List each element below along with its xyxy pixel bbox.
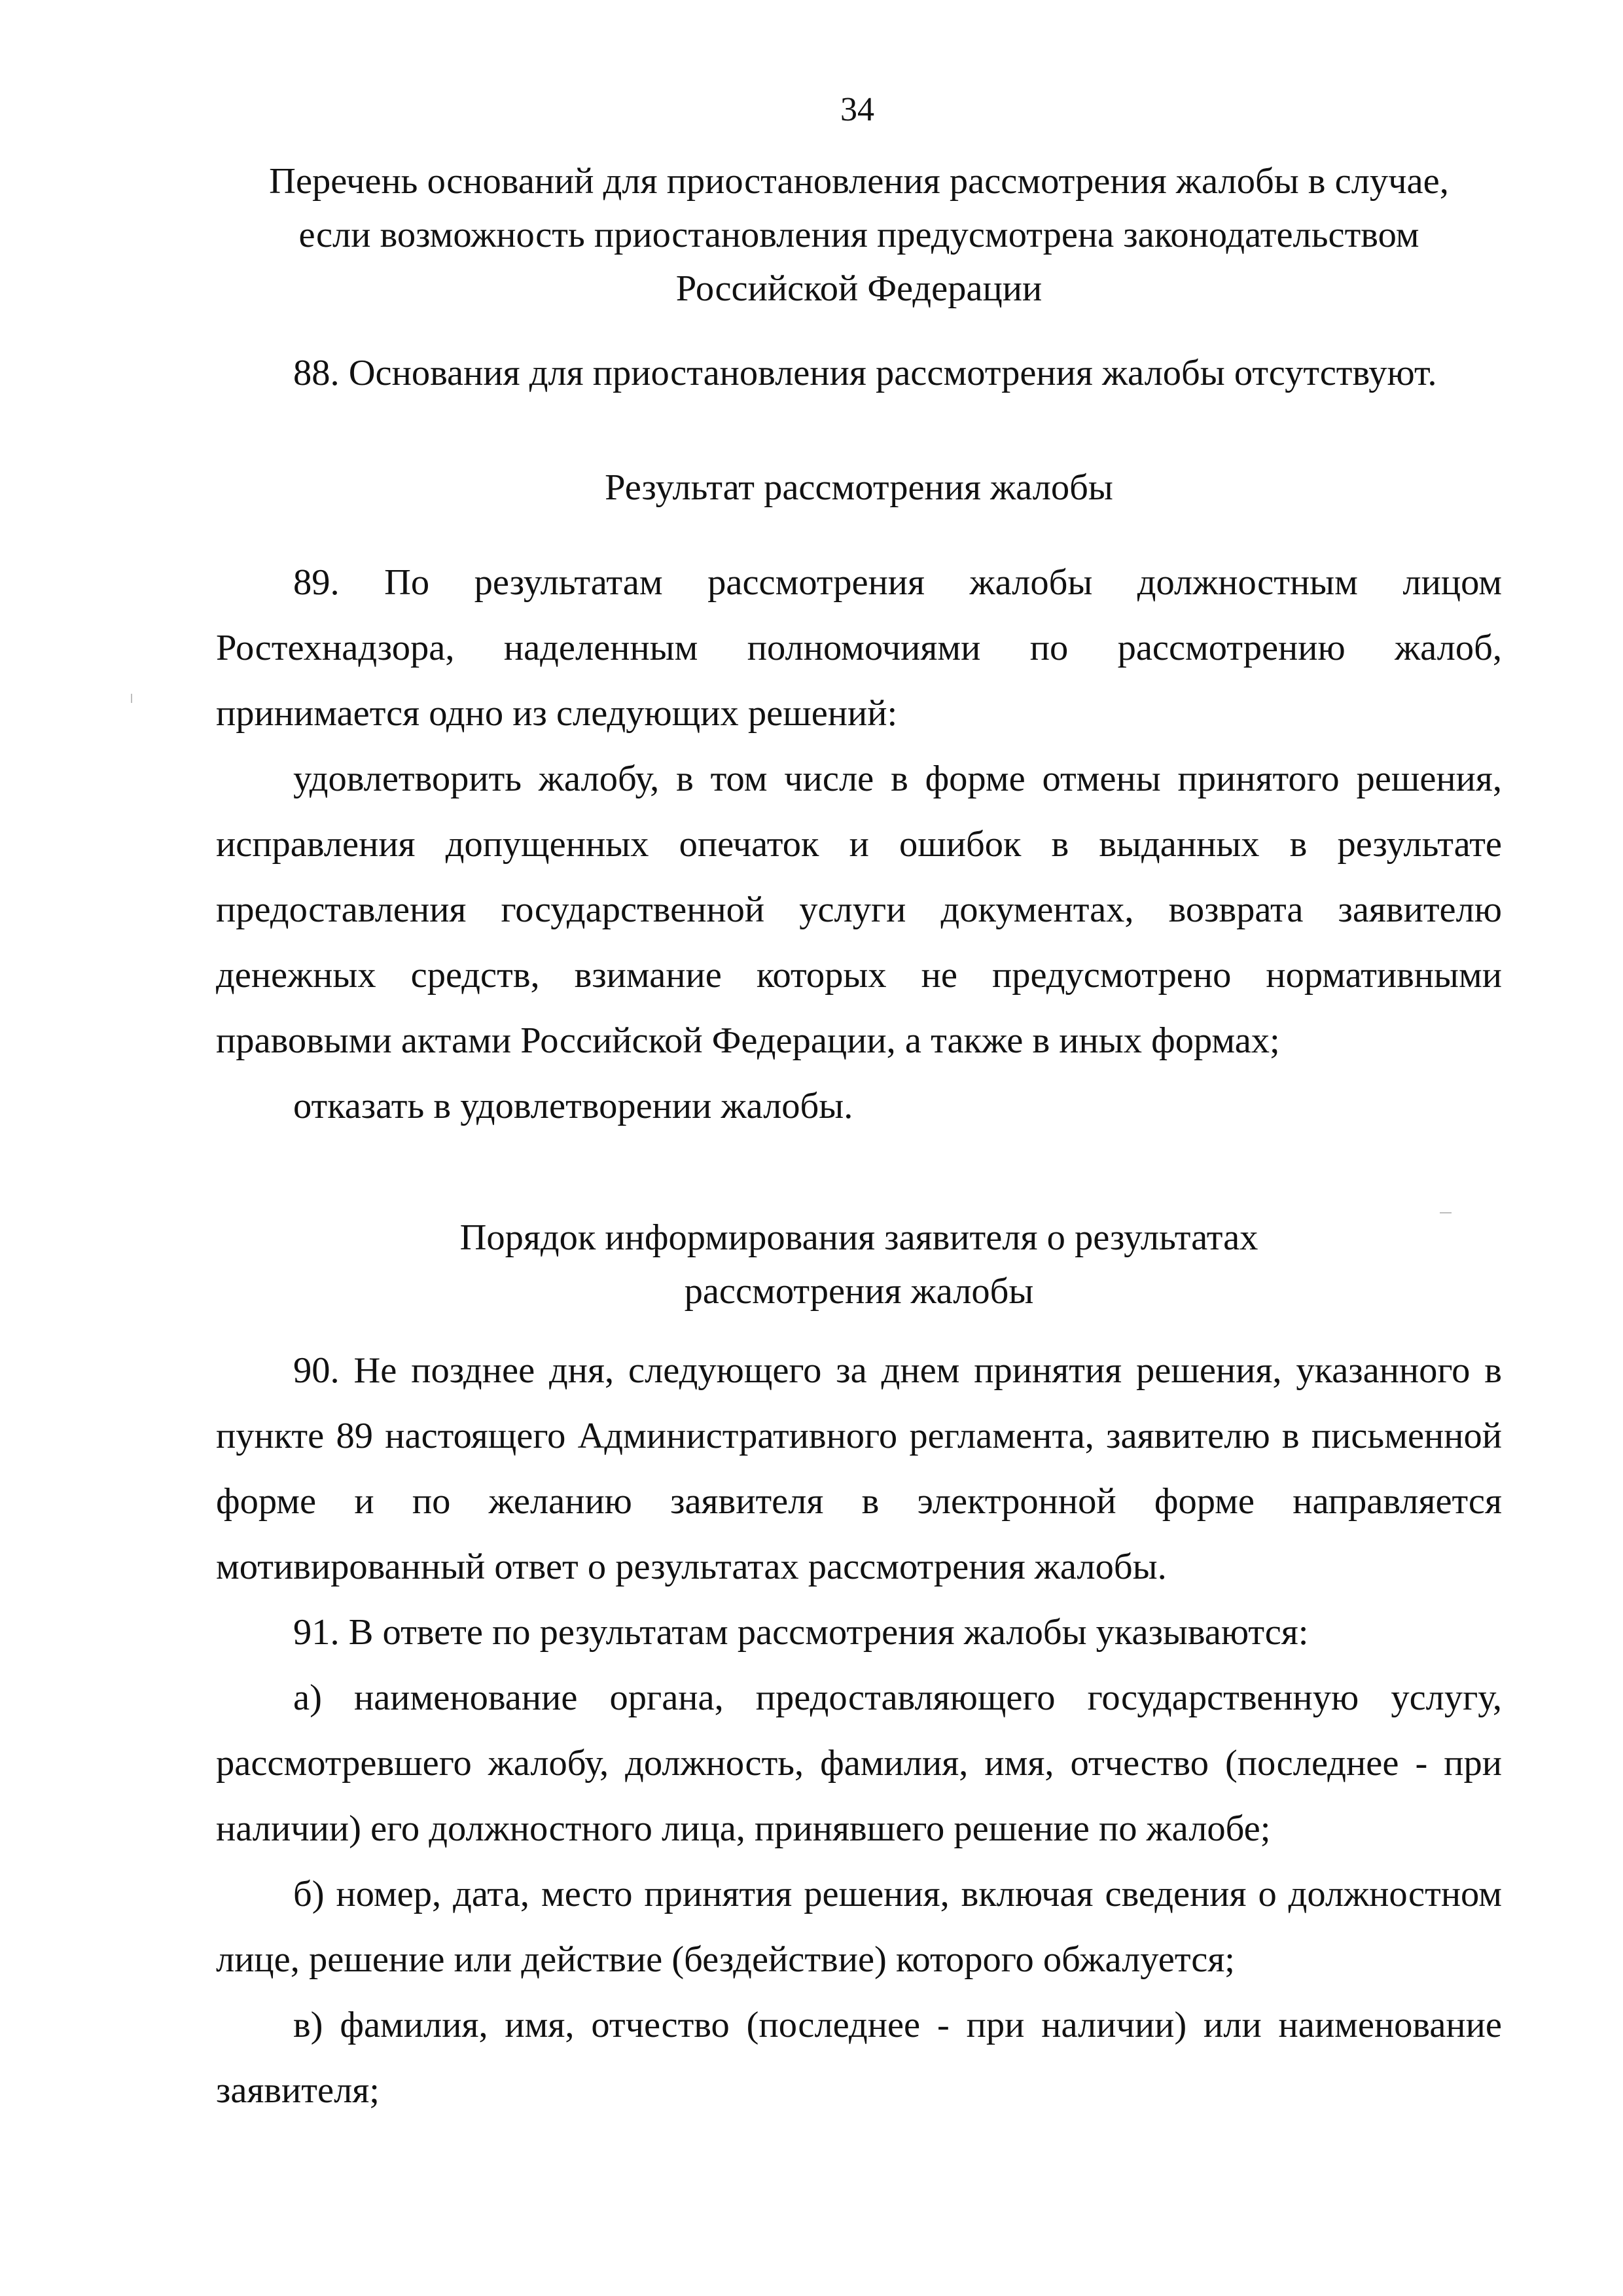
section-suspension-heading <box>216 154 1502 315</box>
section-informing-heading <box>216 1211 1502 1318</box>
decision-option-satisfy: удовлетворить жалобу, в том числе в форме отмены принятого решения, исправления допущенных опечаток и ошибок в выданных в результате предоставления государственной услуги документах, возврата заявителю денежных средств, взимание которых не предусмотрено нормативными правовыми актами Российской Федерации, а также в иных формах; <box>216 759 1502 1061</box>
paragraph-89: 89. По результатам рассмотрения жалобы должностным лицом Ростехнадзора, наделенным полномочиями по рассмотрению жалоб, принимается одно из следующих решений: <box>216 562 1502 734</box>
document-body <box>216 154 1502 2123</box>
heading-line: Перечень оснований для приостановления рассмотрения жалобы в случае, <box>269 161 1449 202</box>
list-item-b: б) номер, дата, место принятия решения, включая сведения о должностном лице, решение или действие (бездействие) которого обжалуется; <box>216 1874 1502 1980</box>
paragraph-88: 88. Основания для приостановления рассмотрения жалобы отсутствуют. <box>293 353 1437 393</box>
page-number: 34 <box>840 91 874 128</box>
heading-line: Российской Федерации <box>675 268 1043 309</box>
paragraph-90: 90. Не позднее дня, следующего за днем принятия решения, указанного в пункте 89 настоящего Административного регламента, заявителю в письменной форме и по желанию заявителя в электронной форме направляется мотивированный ответ о результатах рассмотрения жалобы. <box>216 1350 1502 1587</box>
decision-option-refuse: отказать в удовлетворении жалобы. <box>293 1086 853 1126</box>
heading-line: рассмотрения жалобы <box>684 1271 1034 1312</box>
heading-line: Порядок информирования заявителя о результатах <box>459 1217 1258 1258</box>
list-item-v: в) фамилия, имя, отчество (последнее - при наличии) или наименование заявителя; <box>216 2005 1502 2111</box>
list-item-a: а) наименование органа, предоставляющего государственную услугу, рассмотревшего жалобу, должность, фамилия, имя, отчество (последнее - при наличии) его должностного лица, принявшего решение по жалобе; <box>216 1677 1502 1849</box>
section-result-heading: Результат рассмотрения жалобы <box>605 467 1113 508</box>
scan-artifact <box>131 694 132 703</box>
heading-line: если возможность приостановления предусмотрена законодательством <box>298 215 1419 255</box>
paragraph-91: 91. В ответе по результатам рассмотрения жалобы указываются: <box>293 1612 1309 1653</box>
